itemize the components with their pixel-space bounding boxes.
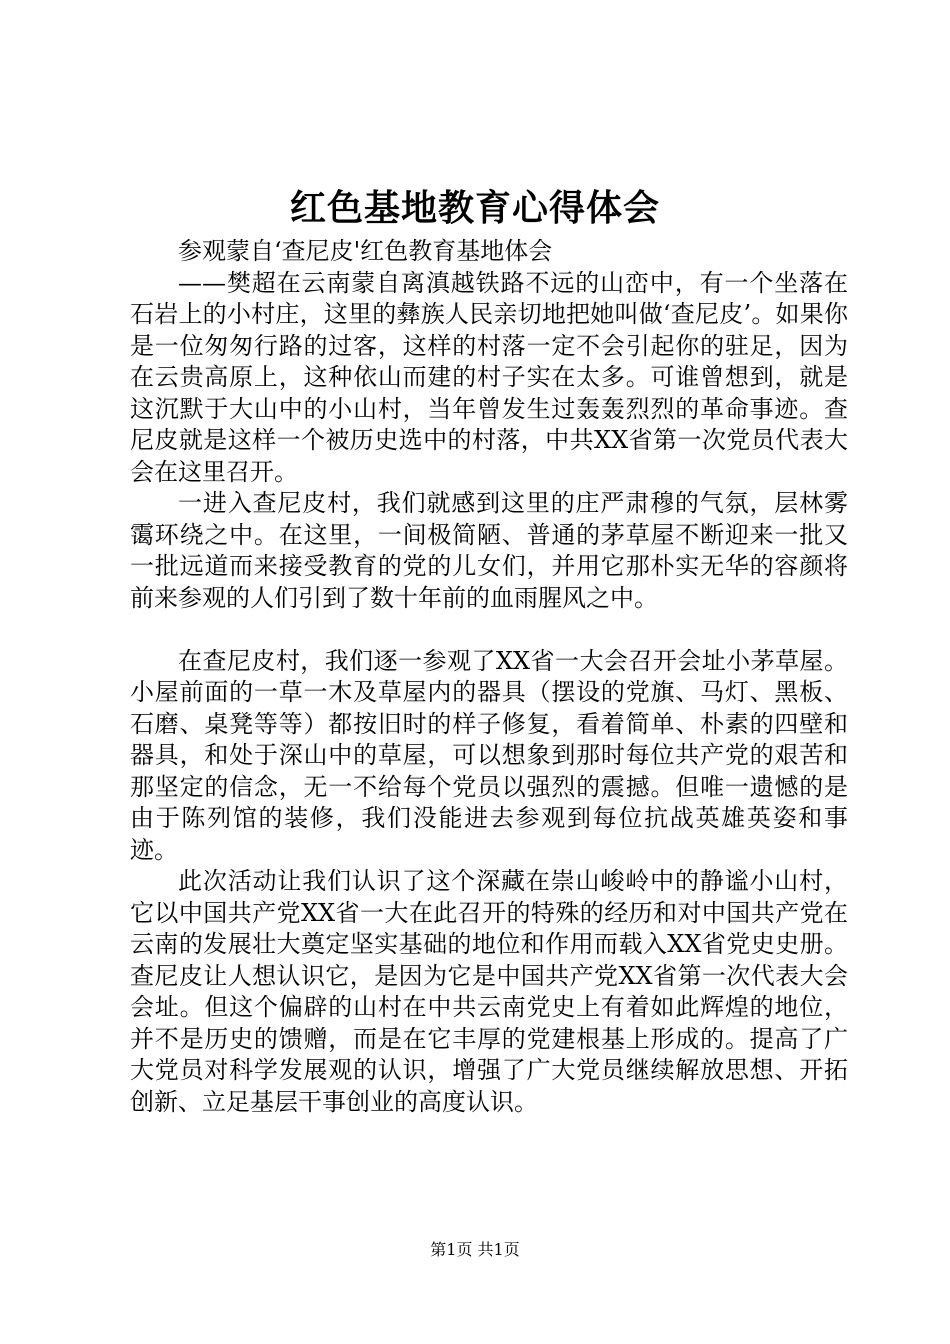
body-paragraph: 一进入查尼皮村，我们就感到这里的庄严肃穆的气氛，层林雾霭环绕之中。在这里，一间极简陋、普通的茅草屋不断迎来一批又一批远道而来接受教育的党的儿女们，并用它那朴实无华的容颜将前来参观的人们引到了数十年前的血雨腥风之中。 (130, 489, 848, 612)
document-title: 红色基地教育心得体会 (289, 187, 660, 229)
body-paragraph: ——樊超在云南蒙自离滇越铁路不远的山峦中，有一个坐落在石岩上的小村庄，这里的彝族人民亲切地把她叫做‘查尼皮’。如果你是一位匆匆行路的过客，这样的村落一定不会引起你的驻足，因为在云贵高原上，这种依山而建的村子实在太多。可谁曾想到，就是这沉默于大山中的小山村，当年曾发生过轰轰烈烈的革命事迹。查尼皮就是这样一个被历史选中的村落，中共XX省第一次党员代表大会在这里召开。 (130, 268, 848, 486)
page-number-footer: 第1页 共1页 (430, 1240, 520, 1259)
body-paragraph: 在查尼皮村，我们逐一参观了XX省一大会召开会址小茅草屋。小屋前面的一草一木及草屋内的器具（摆设的党旗、马灯、黑板、石磨、桌凳等等）都按旧时的样子修复，看着简单、朴素的四壁和器具，和处于深山中的草屋，可以想象到那时每位共产党的艰苦和那坚定的信念，无一不给每个党员以强烈的震撼。但唯一遗憾的是由于陈列馆的装修，我们没能进去参观到每位抗战英雄英姿和事迹。 (130, 646, 848, 864)
subtitle-paragraph: 参观蒙自‘查尼皮'红色教育基地体会 (178, 237, 553, 265)
body-paragraph: 此次活动让我们认识了这个深藏在崇山峻岭中的静谧小山村，它以中国共产党XX省一大在此召开的特殊的经历和对中国共产党在云南的发展壮大奠定坚实基础的地位和作用而载入XX省党史史册。查尼皮让人想认识它，是因为它是中国共产党XX省第一次代表大会会址。但这个偏辟的山村在中共云南党史上有着如此辉煌的地位，并不是历史的馈赠，而是在它丰厚的党建根基上形成的。提高了广大党员对科学发展观的认识，增强了广大党员继续解放思想、开拓创新、立足基层干事创业的高度认识。 (130, 867, 848, 1116)
document-body (130, 236, 848, 1118)
